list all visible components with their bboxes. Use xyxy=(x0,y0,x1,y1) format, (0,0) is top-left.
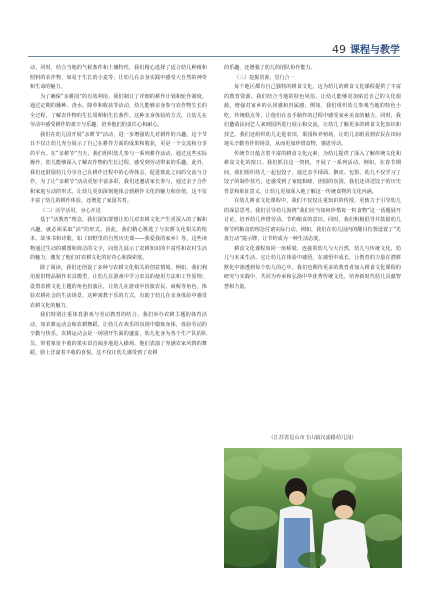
body-paragraph: 我们在幼儿园开展“亲耕节”活动，进一步增强幼儿对耕作的兴趣。这个节日不仅让幼儿充分展示了自己在耕作方面的成果和收获，更是一个交流和分享的平台。在“亲耕节”当天，我们组织幼儿参与一系列耕作活动，通过这些实际操作，幼儿能够深入了解农作物的生长过程，感受到劳动带来的乐趣。此外，我们还鼓励幼儿分享自己在耕作过程中的心得体会，促进彼此之间的交流与合作。为了让“亲耕节”活动更加丰富多彩，我们还邀请家长参与，通过亲子合作和家庭互动的形式，让幼儿更加深刻地体会到耕作文化的魅力和价值，这不仅丰富了幼儿的耕作体验，还增进了家园共育。 xyxy=(30,131,207,204)
section-subheading: （三）挖掘资源，思行合一 xyxy=(234,74,295,81)
body-paragraph: 在幼儿耕食文化课程中，我们不仅仅注重知识的传授，更致力于引导幼儿的深层思考。我们引导幼儿围绕“我们应当如何珍惜每一粒食物”这一话题展开讨论，培养幼儿珍惜劳动、节约粮食的意识。同时，我们积极倡导并鼓励幼儿将节约粮食的理念付诸实际行动。例如，我们在幼儿园内的醒目位置设置了“光盘行动”提示牌，让节约成为一种生活态度。 xyxy=(224,198,401,242)
section-title: 课程与教学 xyxy=(350,45,400,56)
left-column xyxy=(30,64,207,359)
header-divider xyxy=(28,56,400,57)
body-paragraph: 每个地区都有自己独特的耕食文化，这为幼儿的耕食文化课程提供了丰富的教育资源。我们结合当地的特色风俗，让幼儿能够更加贴近自己的文化根源，增强对家乡的认同感和归属感。例如，我们组织幼儿参观当地的特色小吃，传统糕点等，让他们在亲手制作的过程中感受家乡美食的魅力。同时，我们邀请民间艺人来到园所进行展示和交流，让幼儿了解更多的耕食文化知识和技艺。我们还组织幼儿走进农田，果园和养殖场，让幼儿亲眼看到农民在田间地头辛勤劳作的场景，从而更加珍惜食物，感恩劳动。 xyxy=(224,84,401,147)
garden-photo xyxy=(224,448,402,568)
child-right xyxy=(320,490,370,568)
section-subheading: （二）活学活用，身心并进 xyxy=(40,207,101,214)
body-paragraph: 基于“活教育”理念，我们深知要想让幼儿对农耕文化产生更深入的了解和兴趣，就必须采取“活”的形式。因此，我们精心挑选了与农耕文化相关的绘本、故事书和诗歌，如《田野里的自然历史课——我爱我的家乡》等。这些读物通过生动的插图和简洁的文字，向幼儿展示了农耕知识的丰富性和农村生活的魅力，激发了他们对农耕文化的好奇心和探索欲。 xyxy=(30,217,207,261)
body-paragraph: 我们特别注重体育游戏与劳动教育的结合。我们举办农耕主题的体育活动，如农耕运动会和农耕舞蹈，让幼儿在欢乐的氛围中锻炼身体，体验劳动的辛勤与快乐。农耕运动会是一场别开生面的盛宴，幼儿化身为各个生产队的队员，带着象征丰收的果实昂首阔步地进入操场，他们表演了充满农家风情的舞蹈，脸上洋溢着丰收的喜悦。这不仅让幼儿感受到了农耕 xyxy=(30,312,207,356)
garden-photo-icon xyxy=(224,448,402,568)
page-number: 49 xyxy=(332,43,346,56)
body-paragraph: 动。同时，结合当地的气候条件和土壤特性，我们精心选择了适合幼儿种植和照料的农作物，如易于生长的小麦等，让幼儿在亲身实践中感受大自然的神奇和生命的魅力。 xyxy=(30,65,207,90)
body-paragraph: 传统节日蕴含着丰富的耕食文化元素，为幼儿提供了深入了解传统文化和耕食文化的窗口。我们抓住这一契机，开展了一系列活动。例如，在春节期间，我们组织幼儿一起包饺子，通过亲手揉面、擀皮、包馅，幼儿不仅学习了饺子的制作技巧，还感受到了家庭和睦、团圆的氛围。我们还讲述饺子的历史背景和象征意义，让幼儿更加深入地了解这一传统食物的文化内涵。 xyxy=(224,150,401,195)
body-paragraph: 除了阅读，我们还创设了多种与农耕文化相关的创意情境。例如，我们利用废旧物品制作农具模型，让幼儿在游戏中学习农具的使用方法和工作原理；设置农耕文化主题的角色扮演区，让幼儿在游戏中扮演农民、商贩等角色，体验农耕社会的生活场景。这种寓教于乐的方式，有助于幼儿在亲身体验中感受农耕文化的魅力。 xyxy=(30,264,207,309)
body-paragraph: 为了确保“亲耕园”的有效利用，我们制订了详细的耕作计划和轮作制度。通过定期的播种、浇水、除草和收获等活动，幼儿能够亲身参与农作物生长的全过程，了解农作物的生长周期和生长条件。这种亲身体验的方式，让幼儿在劳动中感受耕作的艰辛与乐趣，培养他们的责任心和耐心。 xyxy=(30,93,207,128)
body-paragraph: 耕食文化课程如同一座桥梁，连接着幼儿与大自然，幼儿与传统文化、幼儿与未来生活。它让幼儿在体验中感悟，在感悟中成长，让教育的力量在潜移默化中渗透到每个幼儿的心中。我们也期待更多的教育者加入耕食文化课程的研究与实践中，共同为传承和弘扬中华优秀传统文化，培养新时代幼儿贡献智慧和力量。 xyxy=(224,245,401,290)
author-affiliation: （江苏省昆山市玉山镇汉浦路幼儿园） xyxy=(268,435,357,441)
page-header xyxy=(332,41,400,56)
body-paragraph: 的乐趣，还增强了幼儿的团队协作能力。 xyxy=(224,65,316,71)
right-column xyxy=(224,64,401,292)
